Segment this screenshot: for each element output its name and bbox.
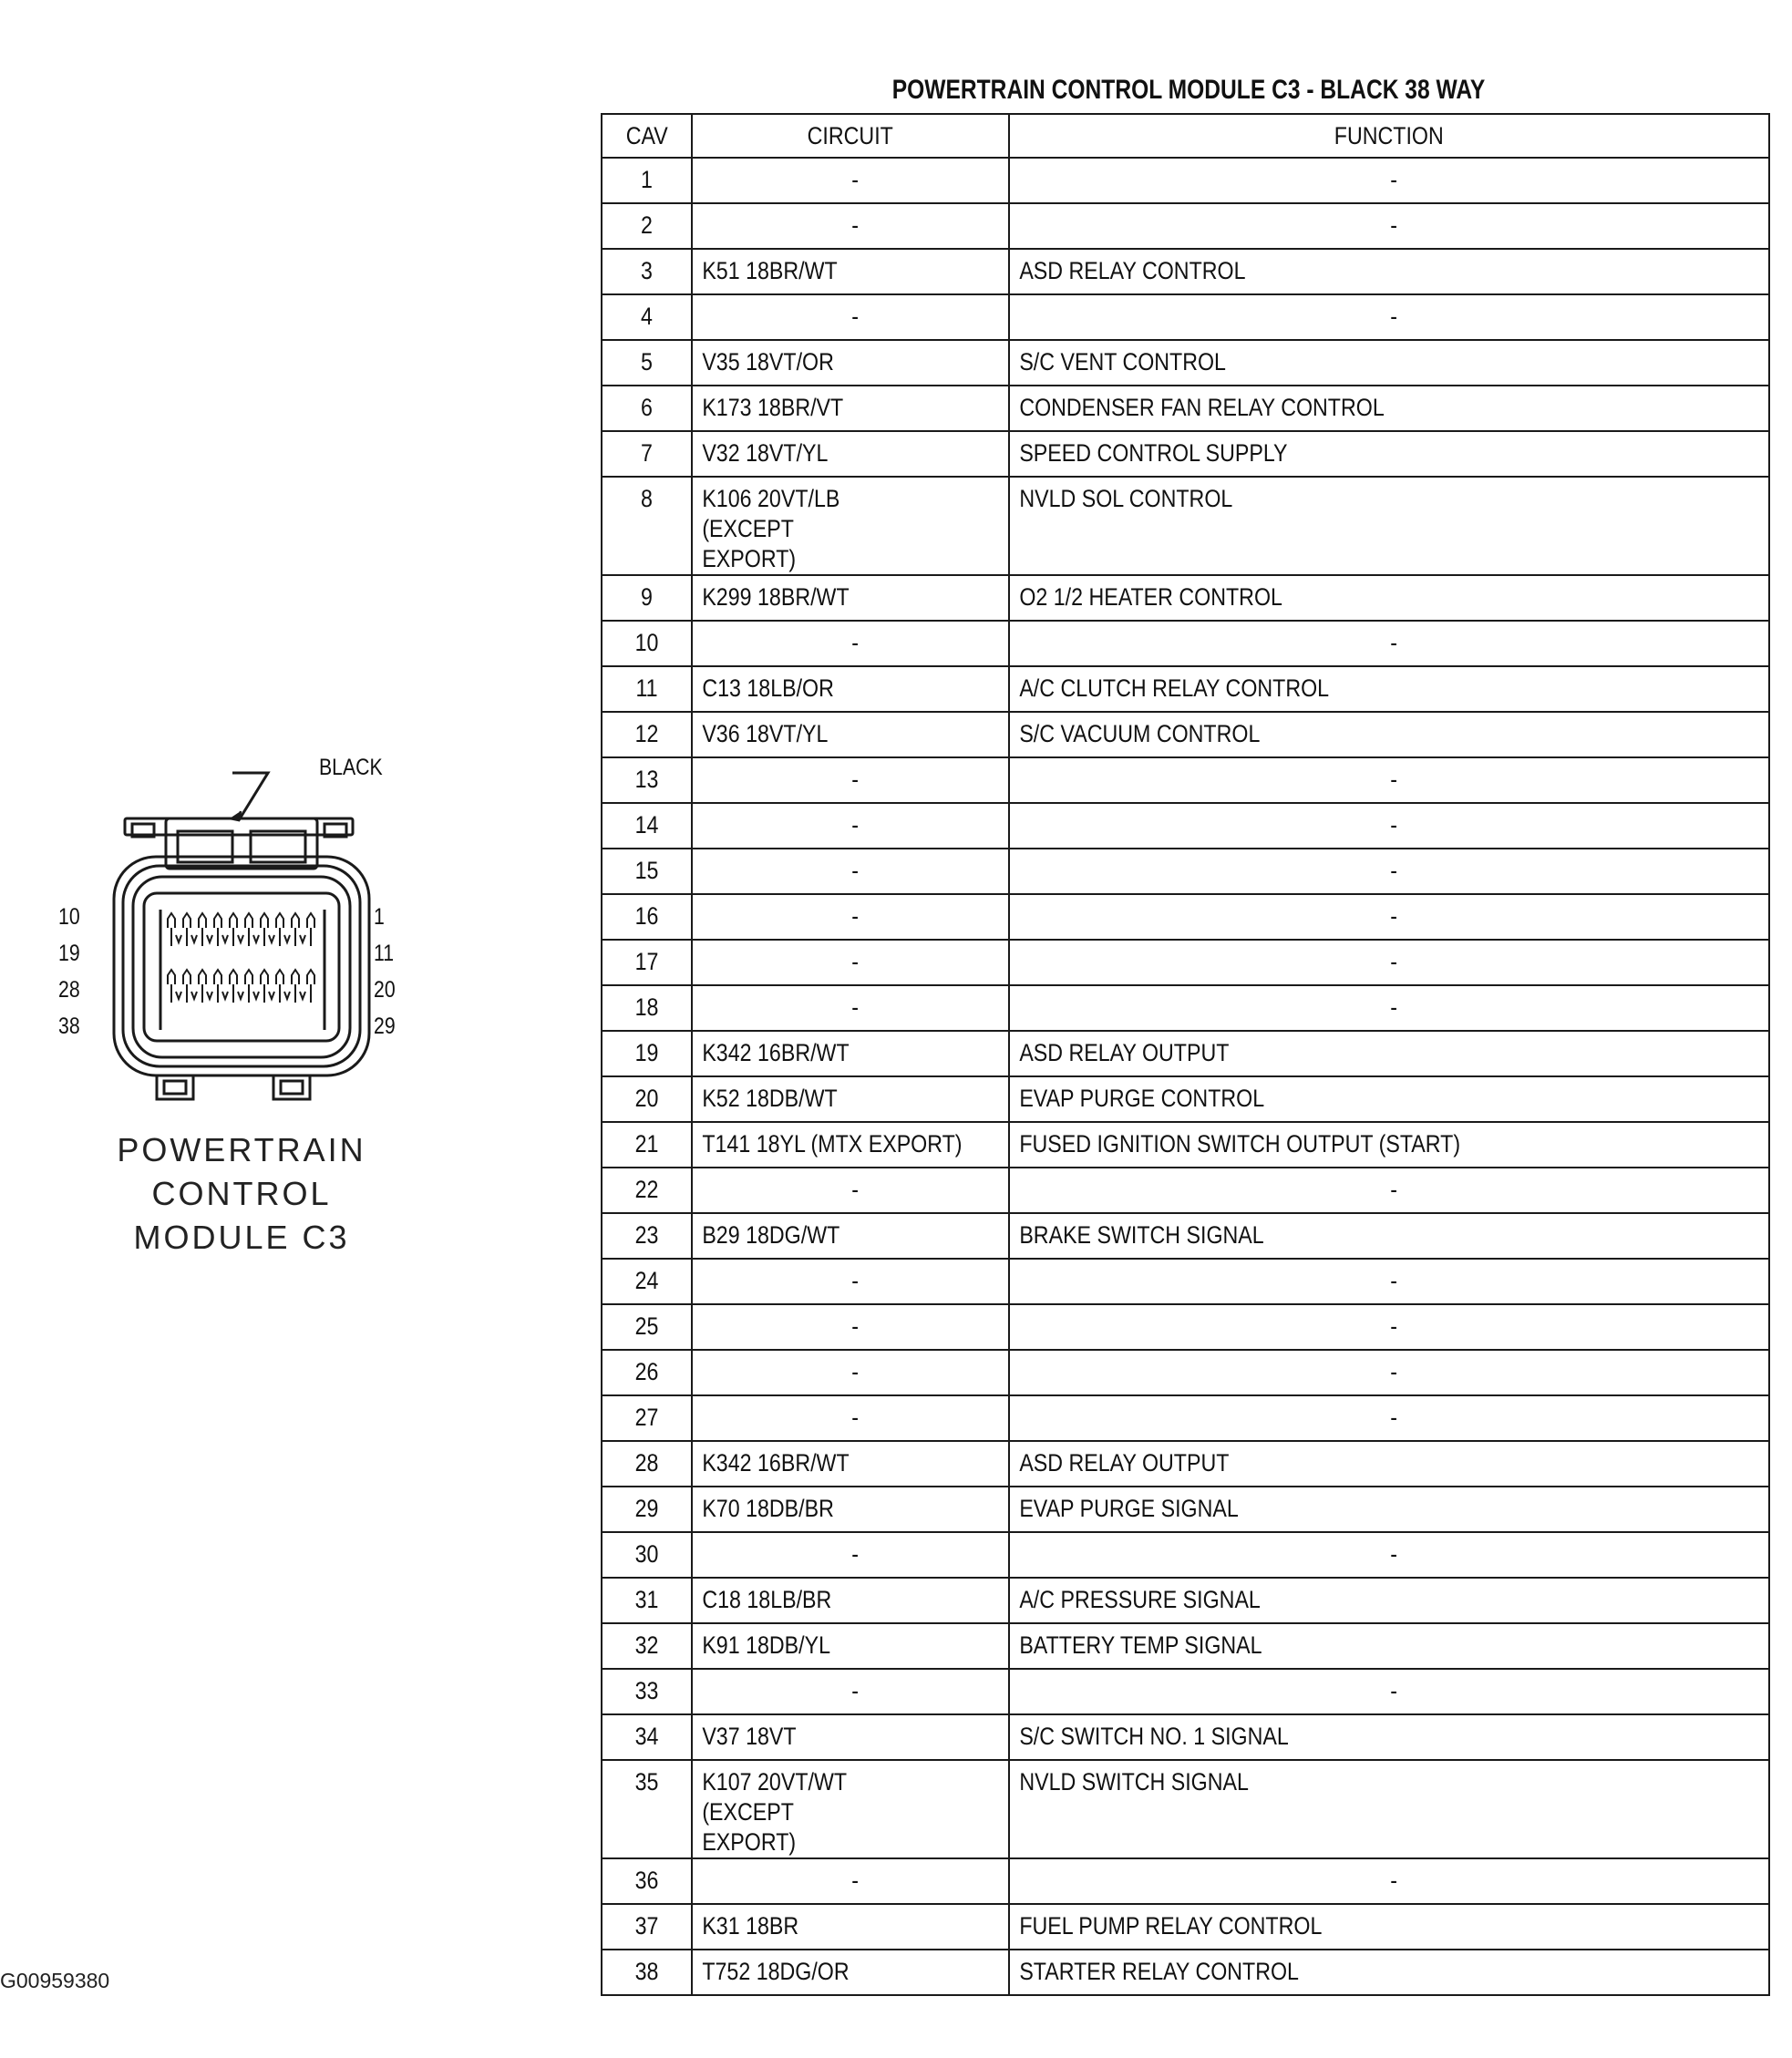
table-row (602, 1122, 1769, 1168)
function-cell: NVLD SOL CONTROL (1009, 477, 1769, 575)
circuit-cell: - (692, 621, 1009, 666)
connector-pin-table (601, 113, 1770, 1996)
circuit-cell: K31 18BR (692, 1904, 1009, 1950)
table-row (602, 849, 1769, 894)
circuit-cell: - (692, 1858, 1009, 1904)
cav-cell: 25 (602, 1304, 692, 1350)
table-row (602, 712, 1769, 757)
table-row (602, 1031, 1769, 1076)
pin-label-right-2: 11 (374, 941, 395, 966)
cav-cell: 20 (602, 1076, 692, 1122)
pin-label-right-4: 29 (374, 1014, 396, 1039)
caption-line-1: POWERTRAIN (117, 1131, 366, 1168)
pin-label-right-3: 20 (374, 977, 396, 1003)
circuit-cell: - (692, 1669, 1009, 1714)
function-cell: EVAP PURGE CONTROL (1009, 1076, 1769, 1122)
table-row (602, 575, 1769, 621)
table-row (602, 940, 1769, 985)
circuit-cell: K299 18BR/WT (692, 575, 1009, 621)
cav-cell: 13 (602, 757, 692, 803)
function-cell: - (1009, 203, 1769, 249)
table-row (602, 803, 1769, 849)
function-cell: - (1009, 1350, 1769, 1395)
circuit-cell: K52 18DB/WT (692, 1076, 1009, 1122)
table-row (602, 1304, 1769, 1350)
function-cell: ASD RELAY CONTROL (1009, 249, 1769, 294)
circuit-cell: C18 18LB/BR (692, 1578, 1009, 1623)
table-row (602, 1076, 1769, 1122)
table-row (602, 1760, 1769, 1858)
table-row (602, 431, 1769, 477)
table-row (602, 1532, 1769, 1578)
circuit-cell: - (692, 1304, 1009, 1350)
circuit-cell: - (692, 940, 1009, 985)
function-cell: - (1009, 757, 1769, 803)
circuit-cell: - (692, 158, 1009, 203)
cav-cell: 16 (602, 894, 692, 940)
cav-cell: 12 (602, 712, 692, 757)
function-cell: - (1009, 894, 1769, 940)
circuit-cell: - (692, 1532, 1009, 1578)
circuit-cell: - (692, 203, 1009, 249)
circuit-cell: K70 18DB/BR (692, 1487, 1009, 1532)
cav-cell: 3 (602, 249, 692, 294)
connector-illustration (46, 747, 428, 1103)
function-cell: ASD RELAY OUTPUT (1009, 1031, 1769, 1076)
table-row (602, 1950, 1769, 1995)
cav-cell: 30 (602, 1532, 692, 1578)
circuit-cell: K342 16BR/WT (692, 1031, 1009, 1076)
function-cell: - (1009, 849, 1769, 894)
cav-cell: 35 (602, 1760, 692, 1858)
caption-line-3: MODULE C3 (133, 1219, 350, 1256)
table-row (602, 477, 1769, 575)
cav-cell: 31 (602, 1578, 692, 1623)
circuit-cell: V36 18VT/YL (692, 712, 1009, 757)
cav-cell: 9 (602, 575, 692, 621)
function-cell: BATTERY TEMP SIGNAL (1009, 1623, 1769, 1669)
function-cell: S/C SWITCH NO. 1 SIGNAL (1009, 1714, 1769, 1760)
column-header-cav: CAV (602, 114, 692, 158)
table-row (602, 1487, 1769, 1532)
table-title: POWERTRAIN CONTROL MODULE C3 - BLACK 38 WAY (891, 75, 1486, 105)
table-row (602, 1904, 1769, 1950)
circuit-cell: V35 18VT/OR (692, 340, 1009, 386)
cav-cell: 32 (602, 1623, 692, 1669)
cav-cell: 36 (602, 1858, 692, 1904)
circuit-cell: - (692, 1259, 1009, 1304)
cav-cell: 5 (602, 340, 692, 386)
cav-cell: 6 (602, 386, 692, 431)
circuit-cell: V32 18VT/YL (692, 431, 1009, 477)
circuit-cell: V37 18VT (692, 1714, 1009, 1760)
table-row (602, 1441, 1769, 1487)
pin-label-left-2: 19 (58, 941, 80, 966)
function-cell: BRAKE SWITCH SIGNAL (1009, 1213, 1769, 1259)
function-cell: - (1009, 1669, 1769, 1714)
table-row (602, 1858, 1769, 1904)
table-row (602, 294, 1769, 340)
cav-cell: 24 (602, 1259, 692, 1304)
table-row (602, 757, 1769, 803)
circuit-cell: C13 18LB/OR (692, 666, 1009, 712)
table-row (602, 203, 1769, 249)
circuit-cell: - (692, 1395, 1009, 1441)
function-cell: - (1009, 803, 1769, 849)
cav-cell: 33 (602, 1669, 692, 1714)
circuit-cell: K107 20VT/WT (EXCEPT EXPORT) (692, 1760, 1009, 1858)
function-cell: NVLD SWITCH SIGNAL (1009, 1760, 1769, 1858)
function-cell: CONDENSER FAN RELAY CONTROL (1009, 386, 1769, 431)
pin-label-left-3: 28 (58, 977, 80, 1003)
cav-cell: 38 (602, 1950, 692, 1995)
cav-cell: 28 (602, 1441, 692, 1487)
cav-cell: 8 (602, 477, 692, 575)
function-cell: - (1009, 1395, 1769, 1441)
connector-caption (91, 1128, 392, 1260)
black-color-label: BLACK (319, 755, 383, 780)
column-header-function: FUNCTION (1009, 114, 1769, 158)
cav-cell: 34 (602, 1714, 692, 1760)
cav-cell: 26 (602, 1350, 692, 1395)
function-cell: A/C PRESSURE SIGNAL (1009, 1578, 1769, 1623)
table-row (602, 1259, 1769, 1304)
function-cell: - (1009, 621, 1769, 666)
circuit-cell: - (692, 985, 1009, 1031)
function-cell: O2 1/2 HEATER CONTROL (1009, 575, 1769, 621)
circuit-cell: T752 18DG/OR (692, 1950, 1009, 1995)
function-cell: - (1009, 1304, 1769, 1350)
function-cell: S/C VENT CONTROL (1009, 340, 1769, 386)
table-row (602, 1213, 1769, 1259)
table-row (602, 340, 1769, 386)
table-row (602, 1168, 1769, 1213)
cav-cell: 37 (602, 1904, 692, 1950)
function-cell: A/C CLUTCH RELAY CONTROL (1009, 666, 1769, 712)
function-cell: - (1009, 940, 1769, 985)
cav-cell: 2 (602, 203, 692, 249)
function-cell: EVAP PURGE SIGNAL (1009, 1487, 1769, 1532)
function-cell: FUEL PUMP RELAY CONTROL (1009, 1904, 1769, 1950)
table-row (602, 1669, 1769, 1714)
table-row (602, 1578, 1769, 1623)
circuit-cell: K91 18DB/YL (692, 1623, 1009, 1669)
cav-cell: 1 (602, 158, 692, 203)
table-row (602, 386, 1769, 431)
circuit-cell: - (692, 757, 1009, 803)
cav-cell: 17 (602, 940, 692, 985)
column-header-circuit: CIRCUIT (692, 114, 1009, 158)
cav-cell: 22 (602, 1168, 692, 1213)
function-cell: - (1009, 1858, 1769, 1904)
circuit-cell: - (692, 849, 1009, 894)
table-row (602, 985, 1769, 1031)
table-row (602, 894, 1769, 940)
caption-line-2: CONTROL (151, 1175, 332, 1212)
cav-cell: 21 (602, 1122, 692, 1168)
function-cell: - (1009, 1532, 1769, 1578)
function-cell: STARTER RELAY CONTROL (1009, 1950, 1769, 1995)
circuit-cell: - (692, 294, 1009, 340)
function-cell: - (1009, 294, 1769, 340)
table-row (602, 1623, 1769, 1669)
circuit-cell: - (692, 1168, 1009, 1213)
cav-cell: 4 (602, 294, 692, 340)
function-cell: - (1009, 1168, 1769, 1213)
cav-cell: 14 (602, 803, 692, 849)
pin-label-left-1: 10 (58, 904, 80, 930)
cav-cell: 7 (602, 431, 692, 477)
connector-diagram (46, 747, 428, 1103)
circuit-cell: K173 18BR/VT (692, 386, 1009, 431)
cav-cell: 29 (602, 1487, 692, 1532)
pin-label-left-4: 38 (58, 1014, 80, 1039)
cav-cell: 10 (602, 621, 692, 666)
cav-cell: 19 (602, 1031, 692, 1076)
pin-label-right-1: 1 (374, 904, 385, 930)
table-row (602, 1714, 1769, 1760)
table-row (602, 666, 1769, 712)
figure-id: G00959380 (0, 1969, 110, 1992)
function-cell: - (1009, 1259, 1769, 1304)
circuit-cell: - (692, 803, 1009, 849)
function-cell: SPEED CONTROL SUPPLY (1009, 431, 1769, 477)
cav-cell: 11 (602, 666, 692, 712)
circuit-cell: B29 18DG/WT (692, 1213, 1009, 1259)
table-row (602, 621, 1769, 666)
circuit-cell: T141 18YL (MTX EXPORT) (692, 1122, 1009, 1168)
table-row (602, 249, 1769, 294)
function-cell: - (1009, 985, 1769, 1031)
function-cell: - (1009, 158, 1769, 203)
table-row (602, 1395, 1769, 1441)
circuit-cell: - (692, 894, 1009, 940)
cav-cell: 18 (602, 985, 692, 1031)
table-header-row (602, 114, 1769, 158)
cav-cell: 15 (602, 849, 692, 894)
circuit-cell: K51 18BR/WT (692, 249, 1009, 294)
circuit-cell: K342 16BR/WT (692, 1441, 1009, 1487)
cav-cell: 23 (602, 1213, 692, 1259)
function-cell: FUSED IGNITION SWITCH OUTPUT (START) (1009, 1122, 1769, 1168)
table-row (602, 158, 1769, 203)
cav-cell: 27 (602, 1395, 692, 1441)
circuit-cell: - (692, 1350, 1009, 1395)
function-cell: S/C VACUUM CONTROL (1009, 712, 1769, 757)
table-row (602, 1350, 1769, 1395)
function-cell: ASD RELAY OUTPUT (1009, 1441, 1769, 1487)
circuit-cell: K106 20VT/LB (EXCEPT EXPORT) (692, 477, 1009, 575)
